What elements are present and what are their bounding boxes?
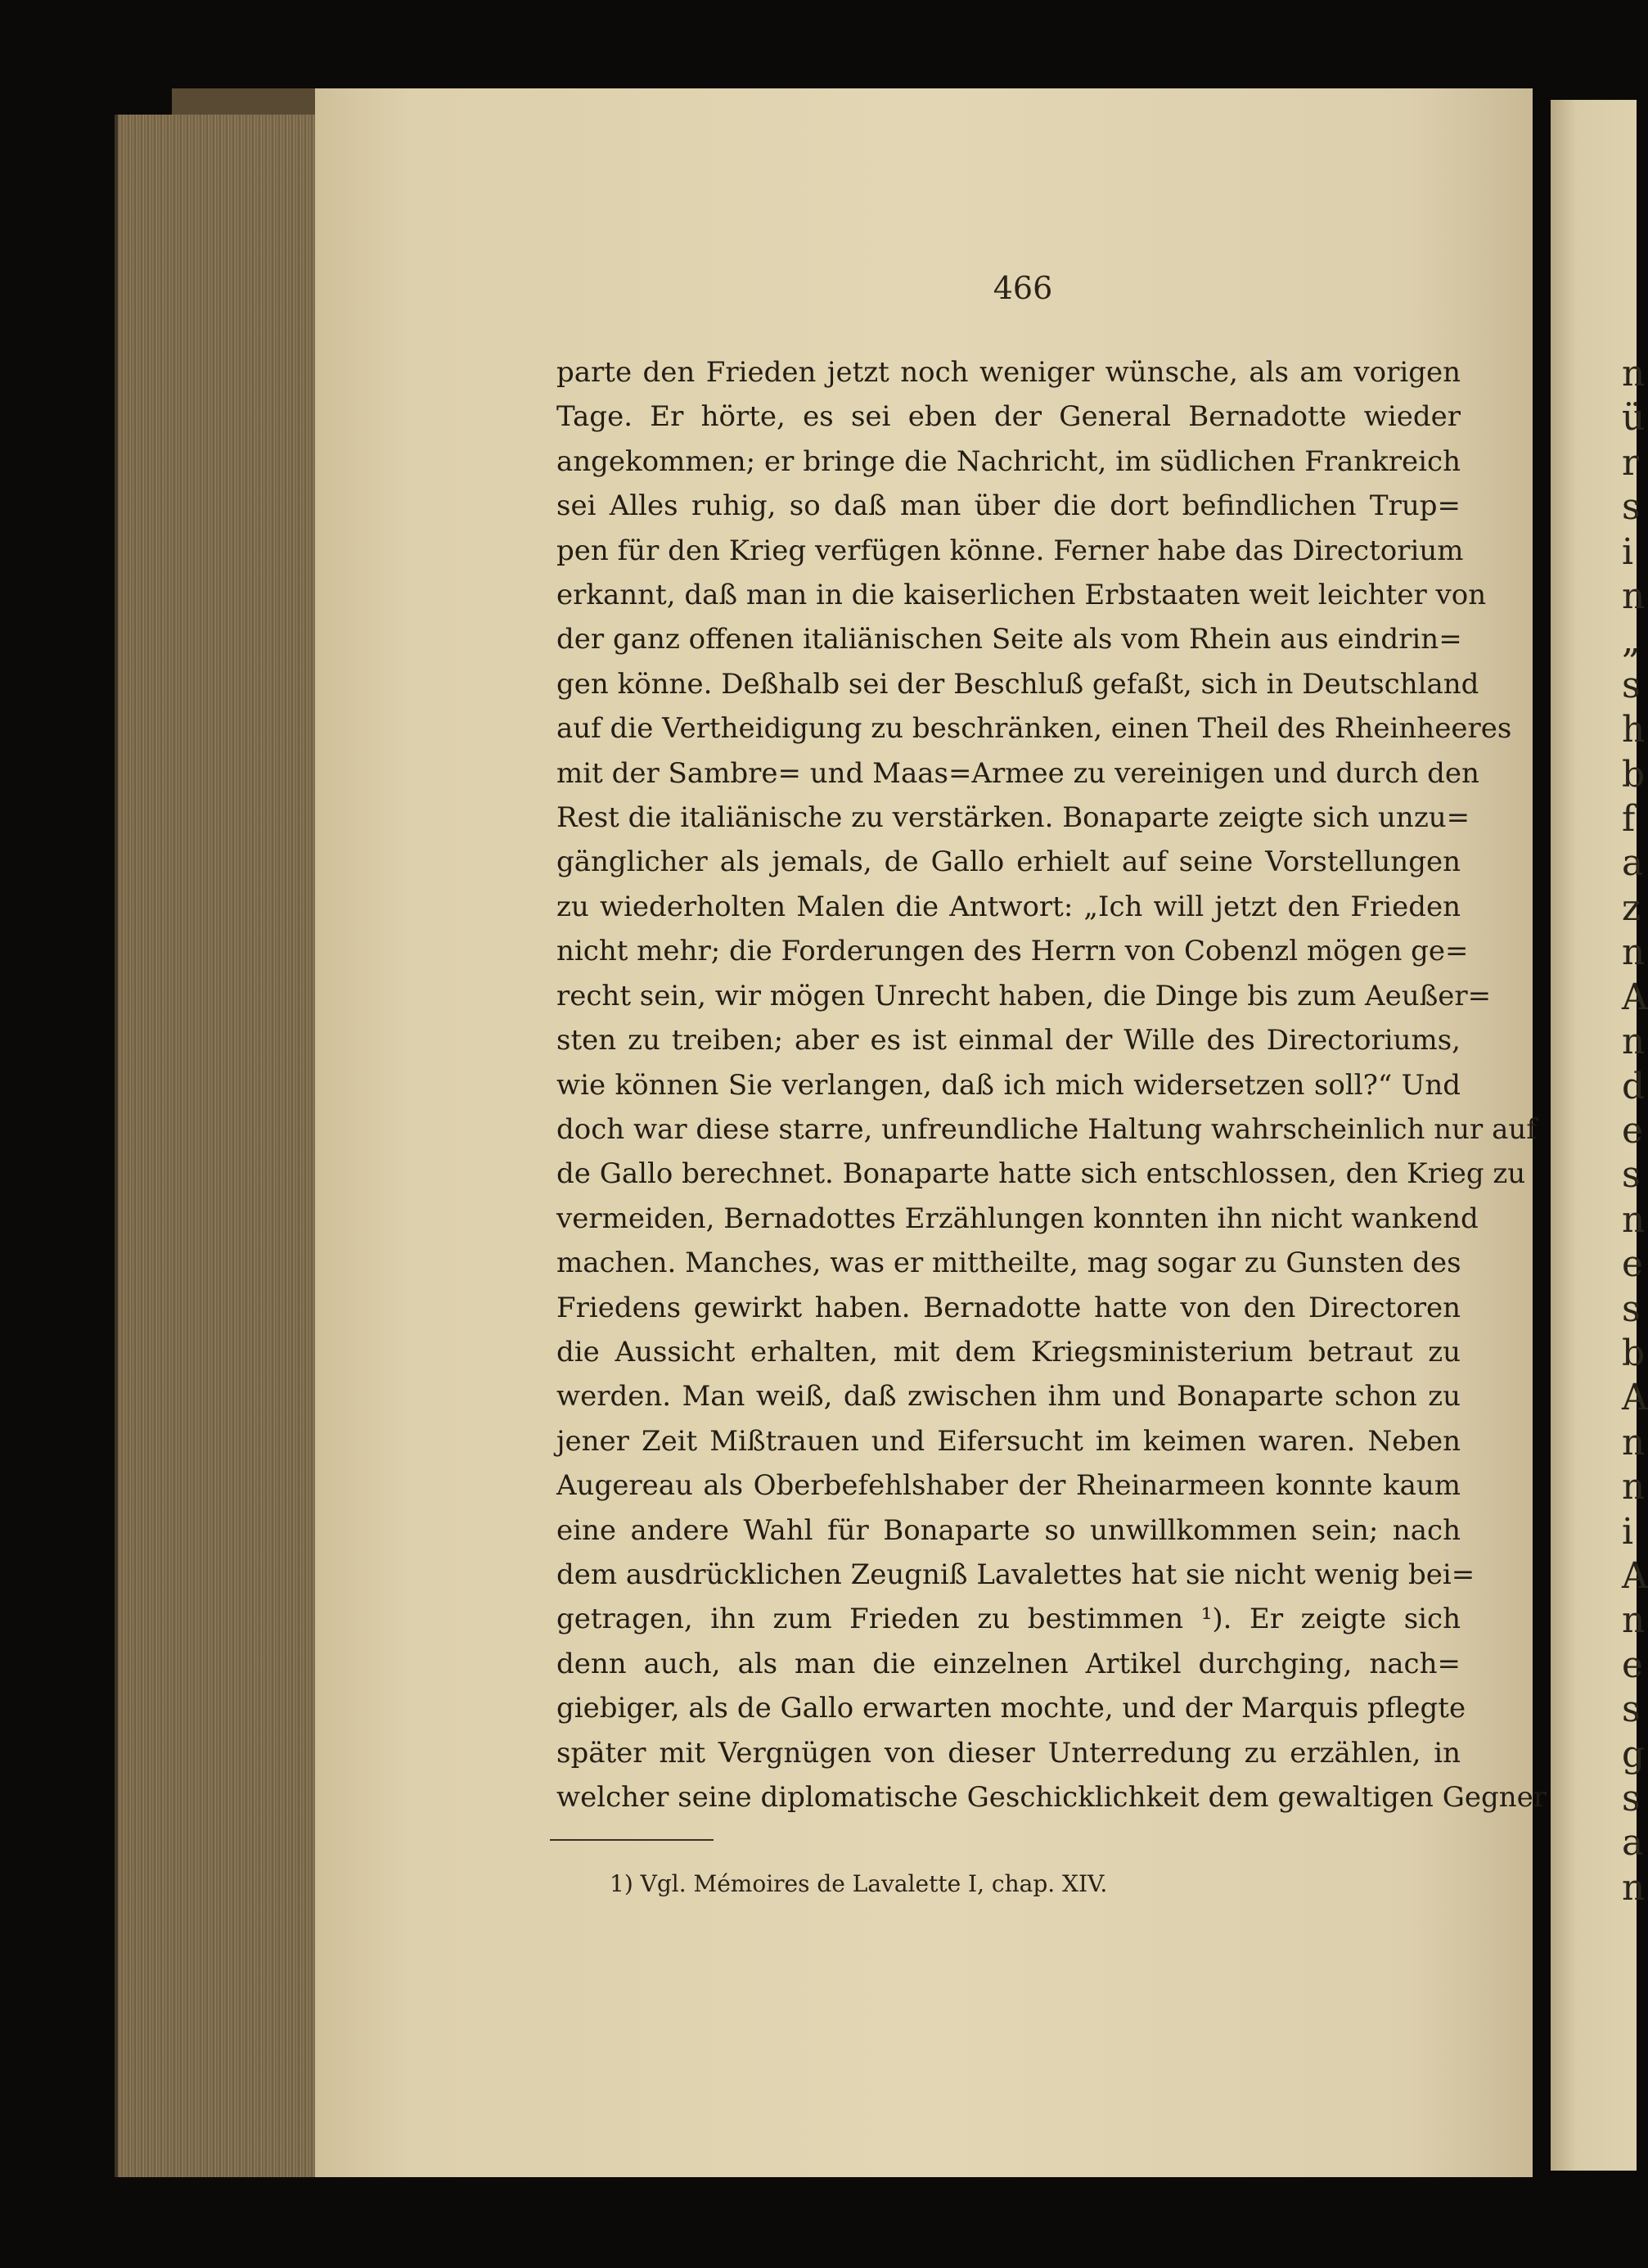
text-line: zu wiederholten Malen die Antwort: „Ich will jetzt den Frieden	[556, 890, 1461, 923]
text-line: mit der Sambre= und Maas=Armee zu vereinigen und durch den	[556, 756, 1479, 790]
text-line: dem ausdrücklichen Zeugniß Lavalettes hat sie nicht wenig bei=	[556, 1558, 1475, 1591]
text-line: sten zu treiben; aber es ist einmal der Wille des Directoriums,	[556, 1024, 1461, 1057]
text-line: pen für den Krieg verfügen könne. Ferner habe das Directorium	[556, 534, 1464, 567]
text-line: Rest die italiänische zu verstärken. Bonaparte zeigte sich unzu=	[556, 801, 1470, 835]
right-page-letter: e	[1622, 1109, 1644, 1152]
right-page-letter: s	[1622, 486, 1641, 529]
right-page-letter: n	[1622, 1599, 1646, 1642]
text-line: jener Zeit Mißtrauen und Eifersucht im keimen waren. Neben	[556, 1424, 1461, 1458]
text-line: wie können Sie verlangen, daß ich mich widersetzen soll?“ Und	[556, 1068, 1461, 1102]
right-page-letter: d	[1622, 1065, 1646, 1107]
text-line: giebiger, als de Gallo erwarten mochte, und der Marquis pflegte	[556, 1692, 1466, 1725]
text-line: gänglicher als jemals, de Gallo erhielt auf seine Vorstellungen	[556, 845, 1461, 879]
text-line: de Gallo berechnet. Bonaparte hatte sich entschlossen, den Krieg zu	[556, 1157, 1526, 1191]
footnote: 1) Vgl. Mémoires de Lavalette I, chap. XIV.	[610, 1870, 1108, 1897]
right-page-letter: s	[1622, 1154, 1641, 1197]
text-line: Tage. Er hörte, es sei eben der General Bernadotte wieder	[556, 400, 1461, 434]
text-line: denn auch, als man die einzelnen Artikel durchging, nach=	[556, 1647, 1461, 1680]
text-line: recht sein, wir mögen Unrecht haben, die Dinge bis zum Aeußer=	[556, 979, 1492, 1012]
right-page-letter: s	[1622, 664, 1641, 706]
page-number: 466	[993, 270, 1053, 306]
text-line: eine andere Wahl für Bonaparte so unwillkommen sein; nach	[556, 1513, 1461, 1547]
right-page-letter: r	[1622, 441, 1640, 484]
right-page-letter: g	[1622, 1733, 1646, 1775]
text-line: nicht mehr; die Forderungen des Herrn von Cobenzl mögen ge=	[556, 935, 1469, 968]
right-page-letter: s	[1622, 1778, 1641, 1819]
right-page-letter: A	[1622, 1554, 1648, 1597]
text-line: getragen, ihn zum Frieden zu bestimmen ¹). Er zeigte sich	[556, 1603, 1461, 1636]
text-line: werden. Man weiß, daß zwischen ihm und Bonaparte schon zu	[556, 1380, 1461, 1414]
right-page-letter: a	[1622, 1822, 1644, 1864]
right-page-line-starts	[1622, 352, 1648, 1964]
right-page-letter: z	[1622, 886, 1641, 929]
right-page-letter: „	[1622, 620, 1641, 662]
right-page-letter: n	[1622, 1021, 1646, 1063]
right-page-letter: n	[1622, 353, 1646, 395]
page-block-top	[172, 88, 319, 118]
right-page-letter: f	[1622, 798, 1636, 841]
text-line: gen könne. Deßhalb sei der Beschluß gefaßt, sich in Deutschland	[556, 667, 1479, 701]
right-page-letter: A	[1622, 976, 1648, 1018]
right-page-letter: n	[1622, 931, 1646, 974]
text-line: machen. Manches, was er mittheilte, mag sogar zu Gunsten des	[556, 1247, 1461, 1280]
text-line: später mit Vergnügen von dieser Unterredung zu erzählen, in	[556, 1736, 1461, 1770]
right-page-letter: n	[1622, 1421, 1646, 1463]
right-page-letter: n	[1622, 1466, 1646, 1508]
right-page-letter: n	[1622, 575, 1646, 618]
text-line: doch war diese starre, unfreundliche Haltung wahrscheinlich nur auf	[556, 1112, 1537, 1146]
text-line: vermeiden, Bernadottes Erzählungen konnten ihn nicht wankend	[556, 1202, 1479, 1235]
right-page-letter: a	[1622, 842, 1644, 885]
text-line: die Aussicht erhalten, mit dem Kriegsministerium betraut zu	[556, 1335, 1461, 1368]
page-block-edges	[115, 115, 318, 2177]
right-page-letter: b	[1622, 1332, 1646, 1374]
text-line: Augereau als Oberbefehlshaber der Rheinarmeen konnte kaum	[556, 1469, 1461, 1503]
right-page-letter: s	[1622, 1689, 1641, 1731]
right-page-letter: b	[1622, 753, 1646, 796]
right-page-letter: i	[1622, 1510, 1634, 1553]
right-page-letter: e	[1622, 1243, 1644, 1286]
text-line: angekommen; er bringe die Nachricht, im südlichen Frankreich	[556, 444, 1461, 478]
text-line: parte den Frieden jetzt noch weniger wünsche, als am vorigen	[556, 356, 1461, 389]
right-page-letter: h	[1622, 709, 1646, 751]
right-page-letter: ü	[1622, 397, 1646, 440]
right-page-letter: s	[1622, 1287, 1641, 1330]
text-line: auf die Vertheidigung zu beschränken, einen Theil des Rheinheeres	[556, 712, 1512, 746]
text-line: erkannt, daß man in die kaiserlichen Erbstaaten weit leichter von	[556, 579, 1487, 612]
right-page-letter: i	[1622, 530, 1634, 573]
right-page-letter: n	[1622, 1198, 1646, 1241]
right-page-letter: A	[1622, 1377, 1648, 1419]
text-line: sei Alles ruhig, so daß man über die dort befindlichen Trup=	[556, 489, 1461, 523]
body-text	[556, 350, 1547, 1819]
text-line: Friedens gewirkt haben. Bernadotte hatte von den Directoren	[556, 1291, 1461, 1324]
right-page-letter: n	[1622, 1866, 1646, 1909]
right-page-letter: e	[1622, 1644, 1644, 1686]
text-line: der ganz offenen italiänischen Seite als vom Rhein aus eindrin=	[556, 623, 1462, 656]
footnote-rule	[550, 1839, 714, 1841]
text-line: welcher seine diplomatische Geschicklichkeit dem gewaltigen Gegner	[556, 1781, 1547, 1814]
